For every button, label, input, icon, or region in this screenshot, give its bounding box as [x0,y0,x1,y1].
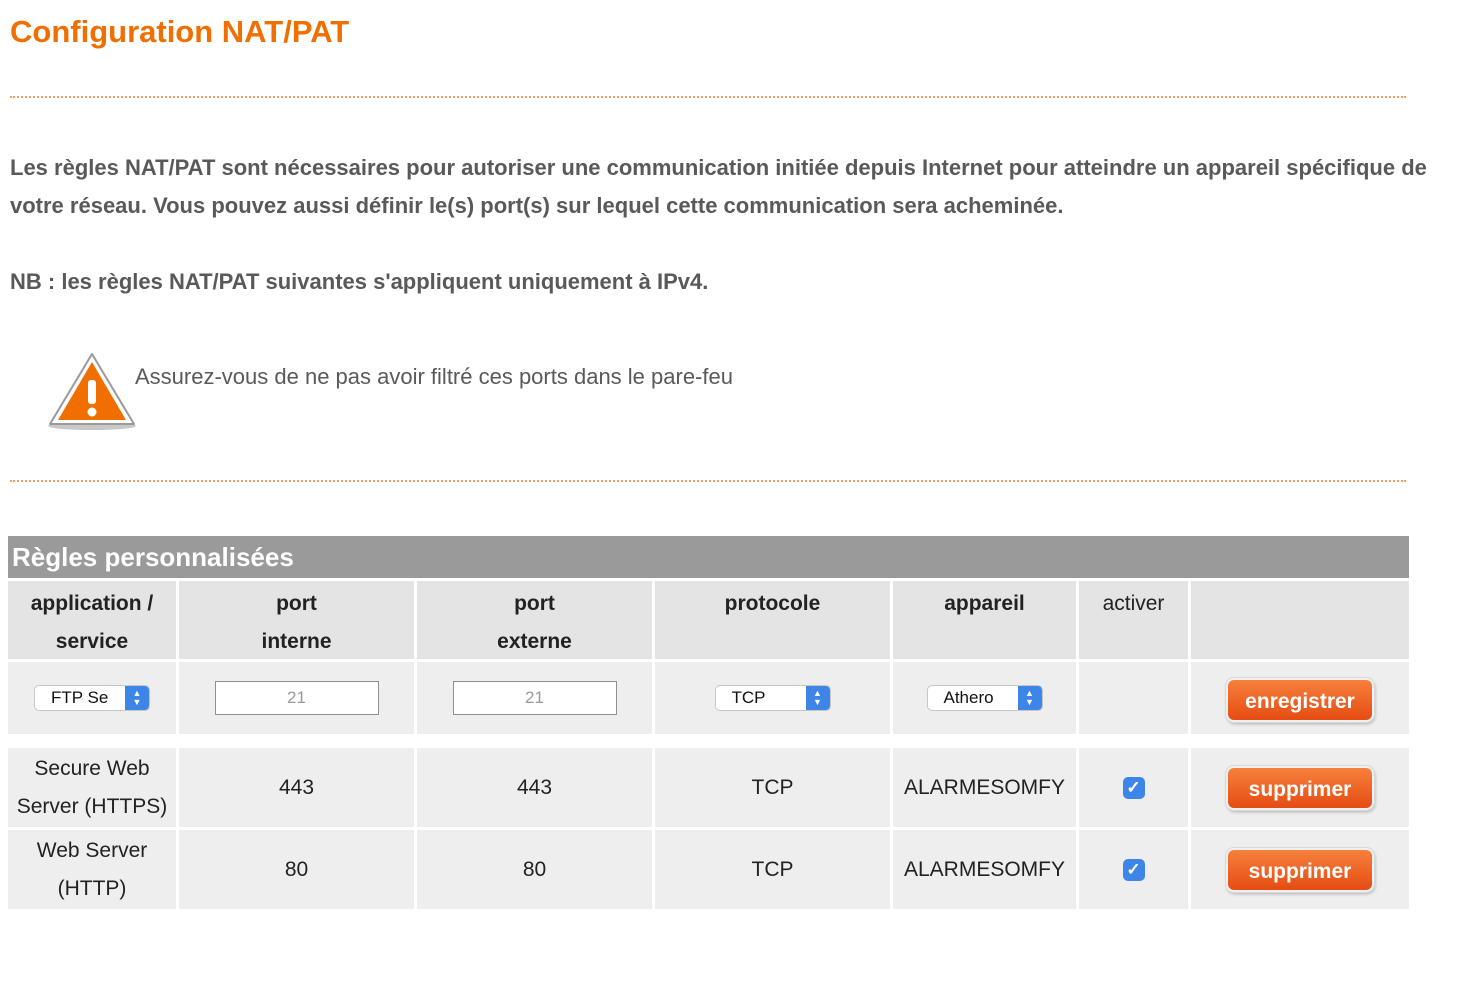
divider [10,480,1406,482]
rule-protocol: TCP [655,748,890,827]
rule-device: ALARMESOMFY [893,830,1076,909]
column-header-actions [1191,581,1409,659]
column-header-activate: activer [1079,581,1188,659]
delete-button[interactable]: supprimer [1226,848,1374,892]
intro-text: Les règles NAT/PAT sont nécessaires pour autoriser une communication initiée depuis Internet pour atteindre un appareil spécifique de votre réseau. Vous pouvez aussi définir le(s) port(s) sur lequel cette communication sera acheminée. [10,155,1427,218]
device-select[interactable]: Athero ▲ ▼ [927,685,1043,711]
rule-device: ALARMESOMFY [893,748,1076,827]
rule-external-port: 443 [417,748,652,827]
activate-checkbox[interactable]: ✓ [1123,777,1145,799]
warning-text: Assurez-vous de ne pas avoir filtré ces ports dans le pare-feu [135,364,733,389]
ipv4-note: NB : les règles NAT/PAT suivantes s'appliquent uniquement à IPv4. [10,269,709,294]
divider [10,96,1406,98]
new-rule-row [8,662,1409,734]
activate-checkbox[interactable]: ✓ [1123,859,1145,881]
rule-protocol: TCP [655,830,890,909]
rule-application: Web Server (HTTP) [8,830,176,909]
save-button[interactable]: enregistrer [1226,678,1374,722]
rule-application: Secure Web Server (HTTPS) [8,748,176,827]
external-port-input[interactable]: 21 [453,681,617,715]
column-header-internal-port: port interne [179,581,414,659]
column-header-protocol: protocole [655,581,890,659]
table-row [8,748,1409,827]
table-row [8,830,1409,909]
rule-internal-port: 80 [179,830,414,909]
select-arrows-icon: ▲ ▼ [806,685,830,711]
column-header-external-port: port externe [417,581,652,659]
table-header-row [8,581,1409,659]
internal-port-input[interactable]: 21 [215,681,379,715]
rule-external-port: 80 [417,830,652,909]
protocol-select[interactable]: TCP ▲ ▼ [715,685,831,711]
page-title: Configuration NAT/PAT [10,14,350,49]
rule-internal-port: 443 [179,748,414,827]
warning-triangle-icon [46,350,138,432]
column-header-application: application / service [8,581,176,659]
column-header-device: appareil [893,581,1076,659]
select-arrows-icon: ▲ ▼ [1018,685,1042,711]
delete-button[interactable]: supprimer [1226,766,1374,810]
select-arrows-icon: ▲ ▼ [125,685,149,711]
section-header: Règles personnalisées [8,536,1409,578]
application-select[interactable]: FTP Se ▲ ▼ [34,685,150,711]
